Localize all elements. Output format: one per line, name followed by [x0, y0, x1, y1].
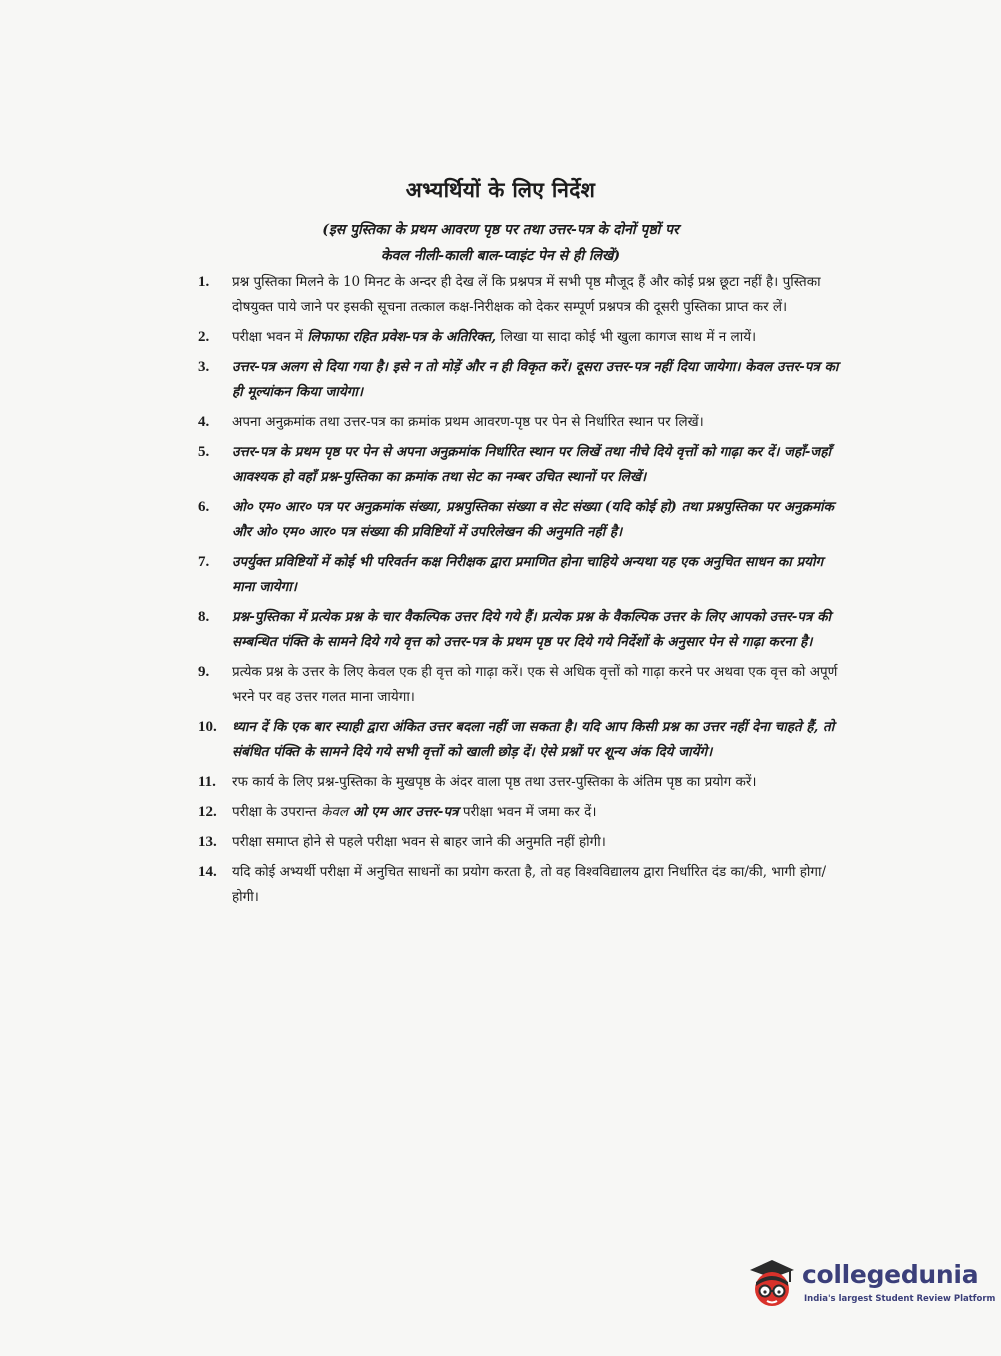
instruction-text: प्रश्न-पुस्तिका में प्रत्येक प्रश्न के चार वैकल्पिक उत्तर दिये गये हैं। प्रत्येक प्रश्न के वैकल्पिक उत्तर के लिए आपको उत्तर-पत्र की सम्बन्धित पंक्ति के सामने दिये गये वृत्त को उत्तर-पत्र के प्रथम पृष्ठ पर दिये गये निर्देशों के अनुसार पेन से गाढ़ा करना है। [232, 609, 831, 650]
instruction-text-post: परीक्षा भवन में जमा कर दें। [458, 804, 597, 820]
instruction-text: अपना अनुक्रमांक तथा उत्तर-पत्र का क्रमांक प्रथम आवरण-पृष्ठ पर पेन से निर्धारित स्थान पर लिखें। [232, 414, 704, 430]
instruction-text-post: लिखा या सादा कोई भी खुला कागज साथ में न लायें। [496, 329, 757, 345]
instruction-number: 11. [198, 774, 216, 790]
instruction-emphasis: लिफाफा रहित प्रवेश-पत्र के अतिरिक्त, [307, 329, 497, 345]
instruction-item [198, 495, 850, 545]
instruction-number: 13. [198, 834, 217, 850]
instruction-text: प्रत्येक प्रश्न के उत्तर के लिए केवल एक ही वृत्त को गाढ़ा करें। एक से अधिक वृत्तों को गाढ़ा करने पर अथवा एक वृत्त को अपूर्ण भरने पर वह उत्तर गलत माना जायेगा। [232, 664, 838, 705]
instruction-item [198, 860, 850, 910]
instruction-number: 2. [198, 329, 210, 345]
instruction-number: 4. [198, 414, 210, 430]
instruction-text: परीक्षा समाप्त होने से पहले परीक्षा भवन से बाहर जाने की अनुमति नहीं होगी। [232, 834, 606, 850]
instruction-emphasis: ओ एम आर उत्तर-पत्र [348, 804, 459, 820]
instruction-text: उत्तर-पत्र अलग से दिया गया है। इसे न तो मोड़ें और न ही विकृत करें। दूसरा उत्तर-पत्र नहीं दिया जायेगा। केवल उत्तर-पत्र का ही मूल्यांकन किया जायेगा। [232, 359, 839, 400]
instruction-text-pre: परीक्षा भवन में [232, 329, 308, 345]
collegedunia-wordmark: collegedunia [802, 1260, 979, 1289]
collegedunia-logo-icon [742, 1256, 802, 1312]
instruction-text: ओ० एम० आर० पत्र पर अनुक्रमांक संख्या, प्रश्नपुस्तिका संख्या व सेट संख्या (यदि कोई हो) तथा प्रश्नपुस्तिका पर अनुक्रमांक और ओ० एम० आर० पत्र संख्या की प्रविष्टियों में उपरिलेखन की अनुमति नहीं है। [232, 499, 834, 540]
subtitle-line-2: केवल नीली-काली बाल-प्वाइंट पेन से ही लिखें) [380, 248, 621, 264]
collegedunia-tagline: India's largest Student Review Platform [804, 1294, 996, 1304]
instruction-text: यदि कोई अभ्यर्थी परीक्षा में अनुचित साधनों का प्रयोग करता है, तो वह विश्वविद्यालय द्वारा निर्धारित दंड का/की, भागी होगा/होगी। [232, 864, 827, 905]
instruction-number: 14. [198, 864, 217, 880]
instruction-number: 7. [198, 554, 210, 570]
instruction-text: उत्तर-पत्र के प्रथम पृष्ठ पर पेन से अपना अनुक्रमांक निर्धारित स्थान पर लिखें तथा नीचे दिये वृत्तों को गाढ़ा कर दें। जहाँ-जहाँ आवश्यक हो वहाँ प्रश्न-पुस्तिका का क्रमांक तथा सेट का नम्बर उचित स्थानों पर लिखें। [232, 444, 831, 485]
instruction-number: 9. [198, 664, 210, 680]
instruction-item [198, 440, 850, 490]
instruction-text: रफ कार्य के लिए प्रश्न-पुस्तिका के मुखपृष्ठ के अंदर वाला पृष्ठ तथा उत्तर-पुस्तिका के अंतिम पृष्ठ का प्रयोग करें। [232, 774, 757, 790]
instruction-text: उपर्युक्त प्रविष्टियों में कोई भी परिवर्तन कक्ष निरीक्षक द्वारा प्रमाणित होना चाहिये अन्यथा यह एक अनुचित साधन का प्रयोग माना जायेगा। [232, 554, 824, 595]
subtitle-line-1: (इस पुस्तिका के प्रथम आवरण पृष्ठ पर तथा उत्तर-पत्र के दोनों पृष्ठों पर [322, 222, 679, 238]
instruction-item [198, 410, 850, 435]
instruction-number: 8. [198, 609, 210, 625]
instruction-item [198, 270, 850, 320]
instruction-text: ध्यान दें कि एक बार स्याही द्वारा अंकित उत्तर बदला नहीं जा सकता है। यदि आप किसी प्रश्न का उत्तर नहीं देना चाहते हैं, तो संबंधित पंक्ति के सामने दिये गये सभी वृत्तों को खाली छोड़ दें। ऐसे प्रश्नों पर शून्य अंक दिये जायेंगे। [232, 719, 835, 760]
instruction-item [198, 715, 850, 765]
instruction-number: 6. [198, 499, 210, 515]
page-title: अभ्यर्थियों के लिए निर्देश [405, 177, 596, 202]
instruction-item [198, 770, 850, 795]
instruction-text: प्रश्न पुस्तिका मिलने के 10 मिनट के अन्दर ही देख लें कि प्रश्नपत्र में सभी पृष्ठ मौजूद हैं और कोई प्रश्न छूटा नहीं है। पुस्तिका दोषयुक्त पाये जाने पर इसकी सूचना तत्काल कक्ष-निरीक्षक को देकर सम्पूर्ण प्रश्नपत्र की दूसरी पुस्तिका प्राप्त कर लें। [232, 274, 821, 315]
instruction-number: 1. [198, 274, 210, 290]
instruction-text-pre: परीक्षा के उपरान्त [232, 804, 322, 820]
instruction-item [198, 830, 850, 855]
instruction-item [198, 355, 850, 405]
instruction-item [198, 550, 850, 600]
collegedunia-watermark [742, 1256, 996, 1312]
instruction-number: 3. [198, 359, 210, 375]
instruction-item [198, 660, 850, 710]
instruction-item [198, 325, 850, 350]
instruction-item [198, 800, 850, 825]
instruction-italic: केवल [321, 804, 349, 820]
instruction-item [198, 605, 850, 655]
instruction-number: 5. [198, 444, 210, 460]
instructions-list [198, 270, 850, 915]
instruction-number: 12. [198, 804, 217, 820]
instruction-number: 10. [198, 719, 217, 735]
